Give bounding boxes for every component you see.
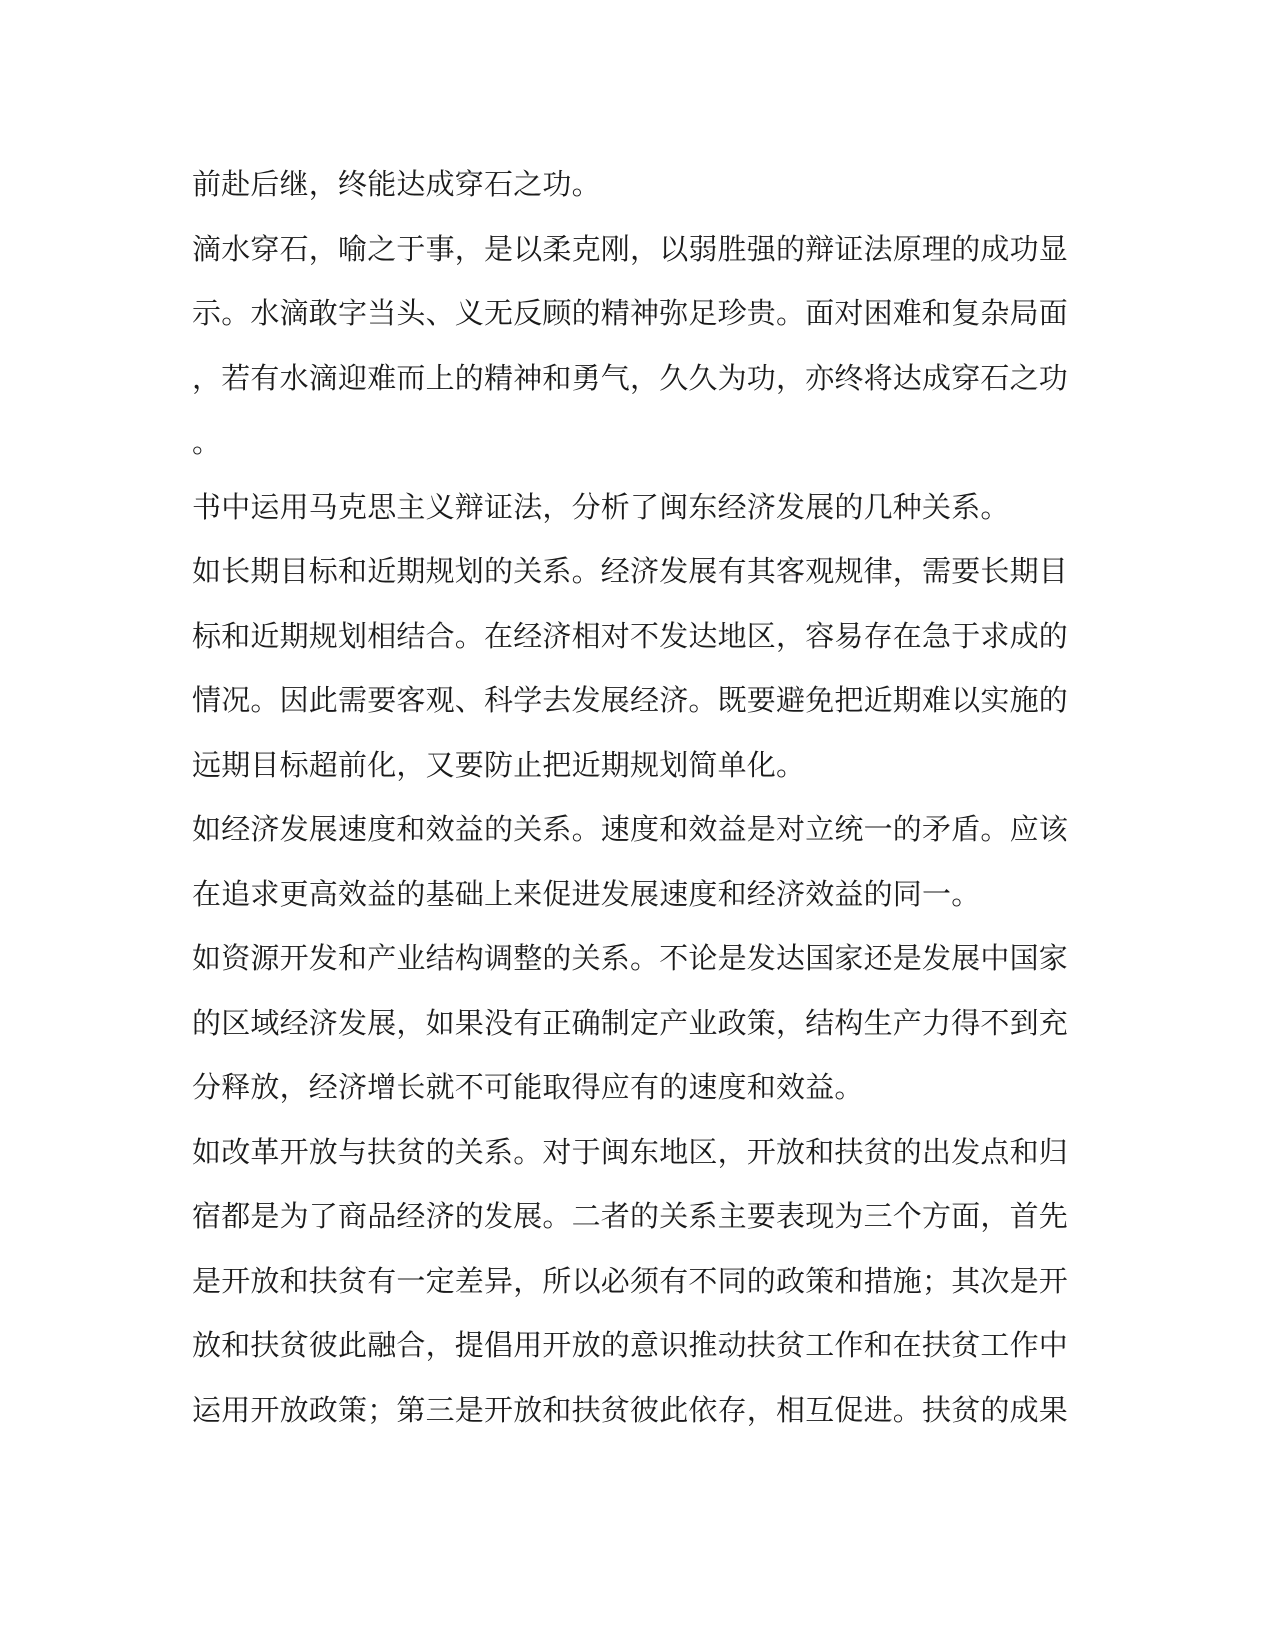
text-line: 如长期目标和近期规划的关系。经济发展有其客观规律，需要长期目 [192, 554, 1069, 588]
text-line: 分释放，经济增长就不可能取得应有的速度和效益。 [192, 1070, 864, 1104]
text-line: 是开放和扶贫有一定差异，所以必须有不同的政策和措施；其次是开 [192, 1263, 1069, 1298]
text-line: 如改革开放与扶贫的关系。对于闽东地区，开放和扶贫的出发点和归 [192, 1134, 1069, 1169]
text-line: 。 [192, 425, 222, 459]
text-line: 情况。因此需要客观、科学去发展经济。既要避免把近期难以实施的 [192, 683, 1069, 717]
text-line: 前赴后继，终能达成穿石之功。 [192, 167, 601, 201]
text-line: 标和近期规划相结合。在经济相对不发达地区，容易存在急于求成的 [192, 618, 1069, 653]
body-text [192, 152, 1072, 1442]
text-line: ，若有水滴迎难而上的精神和勇气，久久为功，亦终将达成穿石之功 [192, 360, 1069, 395]
text-line: 如经济发展速度和效益的关系。速度和效益是对立统一的矛盾。应该 [192, 812, 1069, 846]
text-line: 书中运用马克思主义辩证法，分析了闽东经济发展的几种关系。 [192, 489, 1010, 524]
text-line: 如资源开发和产业结构调整的关系。不论是发达国家还是发展中国家 [192, 941, 1069, 975]
text-line: 宿都是为了商品经济的发展。二者的关系主要表现为三个方面，首先 [192, 1199, 1069, 1233]
text-line: 远期目标超前化，又要防止把近期规划简单化。 [192, 747, 806, 782]
text-line: 运用开放政策；第三是开放和扶贫彼此依存，相互促进。扶贫的成果 [192, 1392, 1069, 1427]
text-line: 的区域经济发展，如果没有正确制定产业政策，结构生产力得不到充 [192, 1005, 1069, 1040]
text-line: 放和扶贫彼此融合，提倡用开放的意识推动扶贫工作和在扶贫工作中 [192, 1328, 1069, 1362]
text-line: 在追求更高效益的基础上来促进发展速度和经济效益的同一。 [192, 876, 981, 911]
text-line: 滴水穿石，喻之于事，是以柔克刚，以弱胜强的辩证法原理的成功显 [192, 231, 1069, 266]
text-line: 示。水滴敢字当头、义无反顾的精神弥足珍贵。面对困难和复杂局面 [192, 296, 1069, 330]
